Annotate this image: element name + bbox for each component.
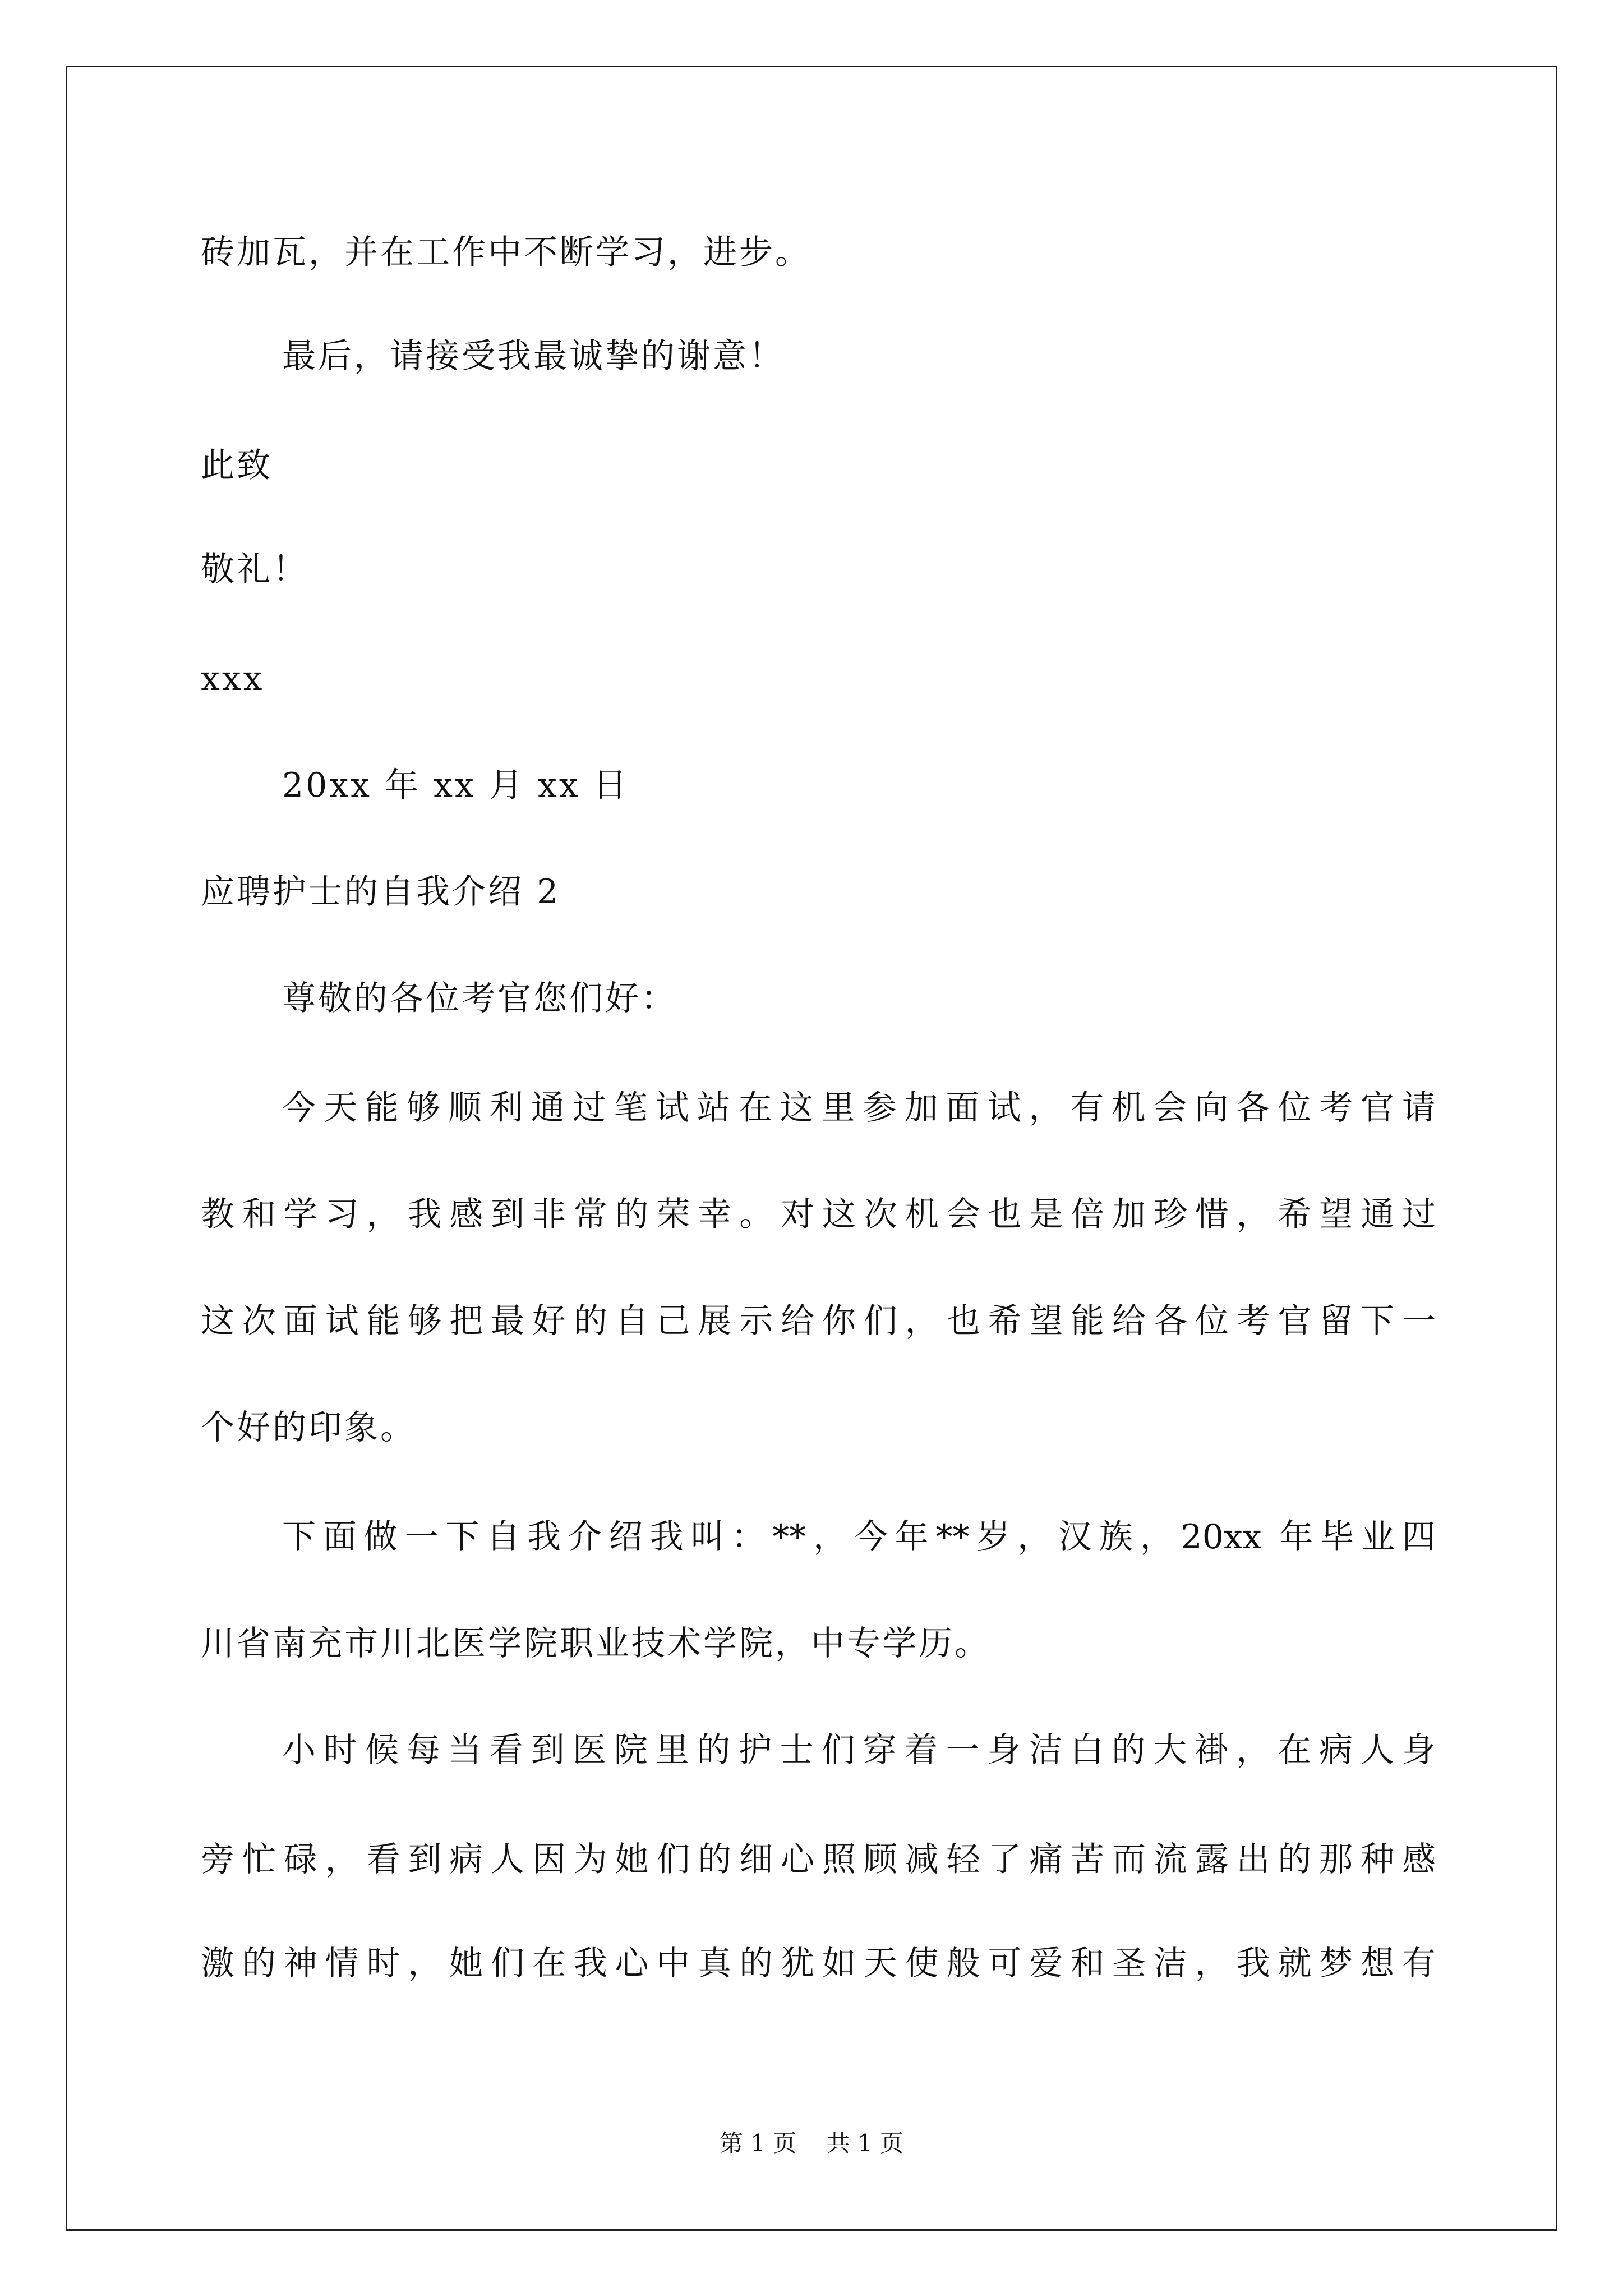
paragraph-line: 今天能够顺利通过笔试站在这里参加面试，有机会向各位考官请	[282, 1088, 1436, 1128]
paragraph-line: 这次面试能够把最好的自己展示给你们，也希望能给各位考官留下一	[201, 1301, 1436, 1341]
page-footer: 第 1 页 共 1 页	[719, 2129, 904, 2157]
section-heading: 应聘护士的自我介绍 2	[201, 872, 561, 912]
page-border	[66, 66, 1557, 2231]
paragraph-line: 个好的印象。	[201, 1408, 416, 1447]
paragraph-line: 旁忙碌，看到病人因为她们的细心照顾减轻了痛苦而流露出的那种感	[201, 1840, 1436, 1879]
signature-date: 20xx 年 xx 月 xx 日	[282, 766, 629, 805]
body-line-thanks: 最后，请接受我最诚挚的谢意！	[282, 337, 785, 376]
paragraph-line: 小时候每当看到医院里的护士们穿着一身洁白的大褂，在病人身	[282, 1731, 1436, 1770]
body-line-closing-1: 砖加瓦，并在工作中不断学习，进步。	[201, 233, 811, 272]
paragraph-line: 川省南充市川北医学院职业技术学院，中专学历。	[201, 1624, 990, 1663]
paragraph-line: 下面做一下自我介绍我叫：**，今年**岁，汉族，20xx 年毕业四	[282, 1517, 1436, 1557]
signature-name: xxx	[201, 659, 265, 698]
greeting-line: 尊敬的各位考官您们好：	[282, 979, 677, 1018]
salutation-line: 此致	[201, 446, 273, 485]
paragraph-line: 教和学习，我感到非常的荣幸。对这次机会也是倍加珍惜，希望通过	[201, 1195, 1436, 1234]
regards-line: 敬礼！	[201, 550, 308, 589]
paragraph-line: 激的神情时，她们在我心中真的犹如天使般可爱和圣洁，我就梦想有	[201, 1944, 1436, 1983]
